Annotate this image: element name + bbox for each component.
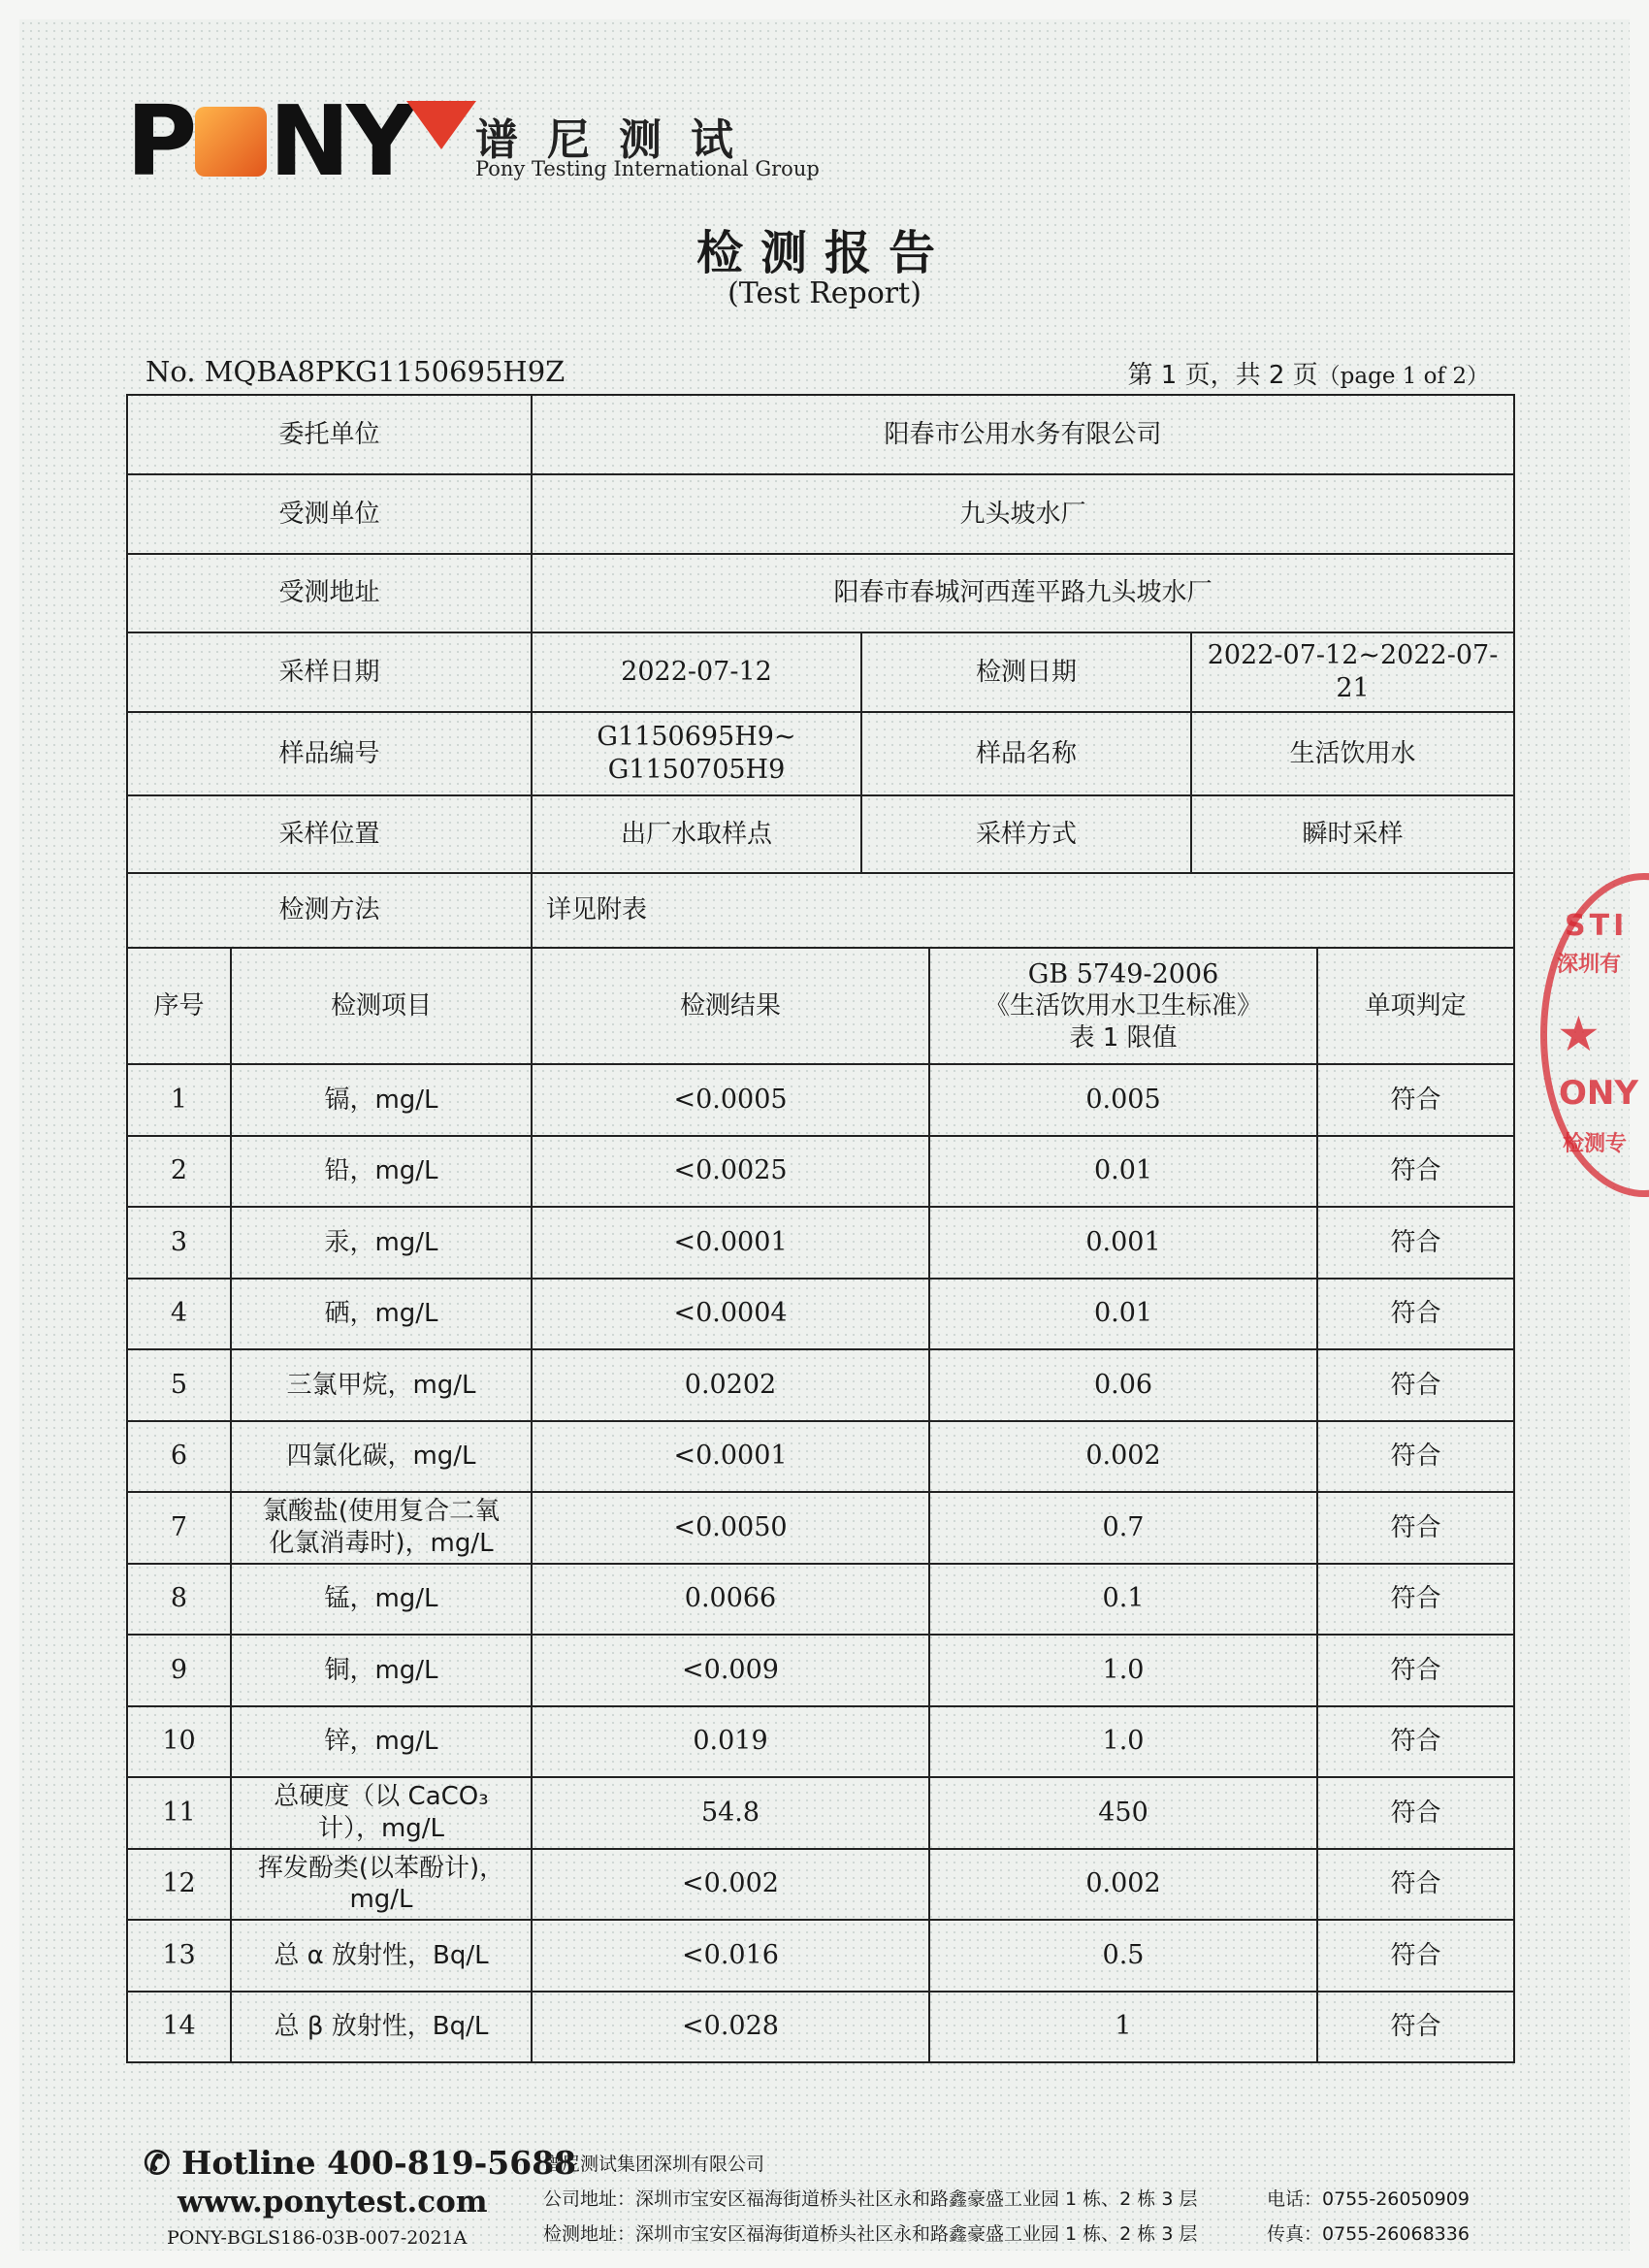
header-standard-table: 表 1 限值 bbox=[1069, 1022, 1178, 1053]
logo-english-name: Pony Testing International Group bbox=[475, 157, 820, 180]
table-row bbox=[127, 1207, 1514, 1279]
row-result: 0.0202 bbox=[532, 1349, 929, 1421]
footer-form-code: PONY-BGLS186-03B-007-2021A bbox=[167, 2227, 468, 2249]
tested-unit-label: 受测单位 bbox=[127, 474, 532, 554]
row-judgement: 符合 bbox=[1317, 1279, 1514, 1350]
table-row bbox=[127, 1849, 1514, 1921]
row-no: 10 bbox=[127, 1706, 231, 1778]
row-result: <0.002 bbox=[532, 1849, 929, 1921]
row-judgement: 符合 bbox=[1317, 1349, 1514, 1421]
row-no: 9 bbox=[127, 1635, 231, 1706]
row-result: <0.0025 bbox=[532, 1136, 929, 1208]
row-limit: 1.0 bbox=[929, 1706, 1317, 1778]
report-title: 检测报告 bbox=[695, 226, 953, 280]
row-item-line-2: 化氯消毒时)，mg/L bbox=[269, 1528, 494, 1558]
test-method-label: 检测方法 bbox=[127, 873, 532, 948]
row-item-line-1: 铜，mg/L bbox=[324, 1655, 438, 1685]
address-row bbox=[127, 554, 1514, 632]
table-row bbox=[127, 1492, 1514, 1564]
table-row bbox=[127, 1564, 1514, 1636]
address-label: 受测地址 bbox=[127, 554, 532, 632]
row-item-line-1: 汞，mg/L bbox=[324, 1227, 438, 1257]
row-judgement: 符合 bbox=[1317, 1564, 1514, 1636]
row-no: 4 bbox=[127, 1279, 231, 1350]
row-item-line-2: 计），mg/L bbox=[317, 1813, 445, 1843]
page-indicator-en: （page 1 of 2） bbox=[1317, 364, 1489, 389]
seal-text-bottom: 检测专 bbox=[1563, 1132, 1628, 1156]
footer-website: www.ponytest.com bbox=[178, 2185, 488, 2219]
row-item-line-1: 总 β 放射性，Bq/L bbox=[274, 2012, 489, 2041]
sample-name-value: 生活饮用水 bbox=[1191, 712, 1514, 795]
logo-chinese-name: 谱尼测试 bbox=[475, 115, 762, 165]
sample-no-line-1: G1150695H9~ bbox=[597, 722, 796, 753]
client-row bbox=[127, 395, 1514, 474]
row-limit: 1 bbox=[929, 1992, 1317, 2063]
footer-company: 谱尼测试集团深圳有限公司 bbox=[543, 2154, 765, 2175]
pony-logo: P NY bbox=[126, 93, 476, 190]
seal-text-brand: ONY bbox=[1559, 1074, 1638, 1113]
row-judgement: 符合 bbox=[1317, 1136, 1514, 1208]
table-row bbox=[127, 1136, 1514, 1208]
header-standard-name: 《生活饮用水卫生标准》 bbox=[985, 991, 1263, 1021]
client-label: 委托单位 bbox=[127, 395, 532, 474]
row-no: 12 bbox=[127, 1849, 231, 1921]
sample-location-row bbox=[127, 795, 1514, 873]
row-result: <0.0004 bbox=[532, 1279, 929, 1350]
sample-no-label: 样品编号 bbox=[127, 712, 532, 795]
row-item bbox=[231, 1136, 532, 1208]
row-item bbox=[231, 1706, 532, 1778]
row-item bbox=[231, 1492, 532, 1564]
row-result: <0.0001 bbox=[532, 1207, 929, 1279]
sample-location-value: 出厂水取样点 bbox=[532, 795, 861, 873]
row-limit: 0.1 bbox=[929, 1564, 1317, 1636]
sample-no-row bbox=[127, 712, 1514, 795]
row-item-line-1: 三氯甲烷，mg/L bbox=[286, 1370, 476, 1400]
row-item bbox=[231, 1421, 532, 1493]
row-item-line-1: 锰，mg/L bbox=[324, 1584, 438, 1613]
row-judgement: 符合 bbox=[1317, 1920, 1514, 1992]
table-row bbox=[127, 1421, 1514, 1493]
row-result: <0.028 bbox=[532, 1992, 929, 2063]
tested-unit-value: 九头坡水厂 bbox=[532, 474, 1514, 554]
row-no: 8 bbox=[127, 1564, 231, 1636]
row-item-line-1: 镉，mg/L bbox=[324, 1085, 438, 1115]
test-date-value: 2022-07-12~2022-07-21 bbox=[1191, 632, 1514, 712]
client-value: 阳春市公用水务有限公司 bbox=[532, 395, 1514, 474]
row-no: 3 bbox=[127, 1207, 231, 1279]
footer-telephone: 电话：0755-26050909 bbox=[1267, 2188, 1470, 2210]
row-no: 14 bbox=[127, 1992, 231, 2063]
row-item bbox=[231, 1849, 532, 1921]
row-limit: 0.7 bbox=[929, 1492, 1317, 1564]
row-limit: 0.002 bbox=[929, 1849, 1317, 1921]
row-result: <0.0005 bbox=[532, 1064, 929, 1136]
header-standard bbox=[929, 948, 1317, 1064]
results-header-row bbox=[127, 948, 1514, 1064]
row-limit: 0.01 bbox=[929, 1136, 1317, 1208]
row-judgement: 符合 bbox=[1317, 1992, 1514, 2063]
table-row bbox=[127, 1279, 1514, 1350]
sample-method-value: 瞬时采样 bbox=[1191, 795, 1514, 873]
sample-method-label: 采样方式 bbox=[861, 795, 1191, 873]
row-item bbox=[231, 1992, 532, 2063]
logo-o-square bbox=[195, 107, 267, 177]
row-judgement: 符合 bbox=[1317, 1706, 1514, 1778]
footer-fax: 传真：0755-26068336 bbox=[1267, 2223, 1470, 2245]
header-judgement: 单项判定 bbox=[1317, 948, 1514, 1064]
row-limit: 0.001 bbox=[929, 1207, 1317, 1279]
table-row bbox=[127, 1064, 1514, 1136]
report-number: No. MQBA8PKG1150695H9Z bbox=[146, 355, 566, 388]
row-no: 1 bbox=[127, 1064, 231, 1136]
seal-star-icon: ★ bbox=[1557, 1006, 1600, 1062]
address-value: 阳春市春城河西莲平路九头坡水厂 bbox=[532, 554, 1514, 632]
row-limit: 0.06 bbox=[929, 1349, 1317, 1421]
row-judgement: 符合 bbox=[1317, 1492, 1514, 1564]
table-row bbox=[127, 1777, 1514, 1849]
row-item-line-1: 铅，mg/L bbox=[324, 1156, 438, 1185]
row-item-line-1: 四氯化碳，mg/L bbox=[286, 1442, 476, 1471]
sampling-date-label: 采样日期 bbox=[127, 632, 532, 712]
page-indicator bbox=[1128, 355, 1490, 391]
row-result: <0.0001 bbox=[532, 1421, 929, 1493]
table-row bbox=[127, 1992, 1514, 2063]
row-result: 0.019 bbox=[532, 1706, 929, 1778]
logo-triangle bbox=[406, 101, 476, 149]
test-method-value: 详见附表 bbox=[532, 873, 1514, 948]
footer-company-address: 公司地址：深圳市宝安区福海街道桥头社区永和路鑫豪盛工业园 1 栋、2 栋 3 层 bbox=[543, 2188, 1198, 2210]
date-row bbox=[127, 632, 1514, 712]
table-row bbox=[127, 1706, 1514, 1778]
row-result: <0.009 bbox=[532, 1635, 929, 1706]
header-item: 检测项目 bbox=[231, 948, 532, 1064]
row-item-line-1: 挥发酚类(以苯酚计)， bbox=[257, 1853, 505, 1883]
row-judgement: 符合 bbox=[1317, 1421, 1514, 1493]
row-no: 11 bbox=[127, 1777, 231, 1849]
header-no: 序号 bbox=[127, 948, 231, 1064]
row-item bbox=[231, 1064, 532, 1136]
sample-no-value bbox=[532, 712, 861, 795]
tested-unit-row bbox=[127, 474, 1514, 554]
seal-text-city: 深圳有 bbox=[1557, 953, 1622, 977]
sampling-date-value: 2022-07-12 bbox=[532, 632, 861, 712]
page-indicator-cn: 第 1 页，共 2 页 bbox=[1127, 361, 1318, 390]
row-limit: 0.002 bbox=[929, 1421, 1317, 1493]
row-item bbox=[231, 1279, 532, 1350]
table-row bbox=[127, 1920, 1514, 1992]
row-item bbox=[231, 1920, 532, 1992]
row-item-line-1: 氯酸盐(使用复合二氧 bbox=[262, 1497, 501, 1527]
sample-no-line-2: G1150705H9 bbox=[607, 755, 786, 785]
report-table bbox=[126, 394, 1515, 2063]
row-result: <0.0050 bbox=[532, 1492, 929, 1564]
sample-name-label: 样品名称 bbox=[861, 712, 1191, 795]
table-row bbox=[127, 1349, 1514, 1421]
row-result: <0.016 bbox=[532, 1920, 929, 1992]
row-no: 2 bbox=[127, 1136, 231, 1208]
test-method-row bbox=[127, 873, 1514, 948]
row-limit: 450 bbox=[929, 1777, 1317, 1849]
row-item bbox=[231, 1349, 532, 1421]
row-limit: 0.5 bbox=[929, 1920, 1317, 1992]
row-no: 5 bbox=[127, 1349, 231, 1421]
header-standard-code: GB 5749-2006 bbox=[1027, 958, 1219, 989]
row-judgement: 符合 bbox=[1317, 1207, 1514, 1279]
sample-location-label: 采样位置 bbox=[127, 795, 532, 873]
row-item-line-1: 锌，mg/L bbox=[324, 1727, 438, 1756]
row-item-line-1: 总硬度（以 CaCO₃ bbox=[274, 1782, 489, 1812]
results-body bbox=[127, 1064, 1514, 2062]
row-no: 7 bbox=[127, 1492, 231, 1564]
row-judgement: 符合 bbox=[1317, 1635, 1514, 1706]
row-judgement: 符合 bbox=[1317, 1849, 1514, 1921]
row-result: 0.0066 bbox=[532, 1564, 929, 1636]
row-item bbox=[231, 1635, 532, 1706]
header-result: 检测结果 bbox=[532, 948, 929, 1064]
row-item-line-1: 总 α 放射性，Bq/L bbox=[274, 1940, 489, 1970]
footer-lab-address: 检测地址：深圳市宝安区福海街道桥头社区永和路鑫豪盛工业园 1 栋、2 栋 3 层 bbox=[543, 2223, 1198, 2245]
footer-hotline: ✆ Hotline 400-819-5688 bbox=[144, 2144, 577, 2182]
table-row bbox=[127, 1635, 1514, 1706]
test-date-label: 检测日期 bbox=[861, 632, 1191, 712]
row-item-line-1: 硒，mg/L bbox=[324, 1299, 438, 1328]
row-judgement: 符合 bbox=[1317, 1777, 1514, 1849]
report-subtitle: (Test Report) bbox=[728, 276, 922, 310]
row-judgement: 符合 bbox=[1317, 1064, 1514, 1136]
row-no: 13 bbox=[127, 1920, 231, 1992]
row-item bbox=[231, 1564, 532, 1636]
row-result: 54.8 bbox=[532, 1777, 929, 1849]
row-limit: 0.01 bbox=[929, 1279, 1317, 1350]
row-item-line-2: mg/L bbox=[349, 1885, 413, 1915]
row-limit: 0.005 bbox=[929, 1064, 1317, 1136]
seal-text-top: STI bbox=[1565, 909, 1629, 943]
row-no: 6 bbox=[127, 1421, 231, 1493]
row-item bbox=[231, 1777, 532, 1849]
row-limit: 1.0 bbox=[929, 1635, 1317, 1706]
row-item bbox=[231, 1207, 532, 1279]
